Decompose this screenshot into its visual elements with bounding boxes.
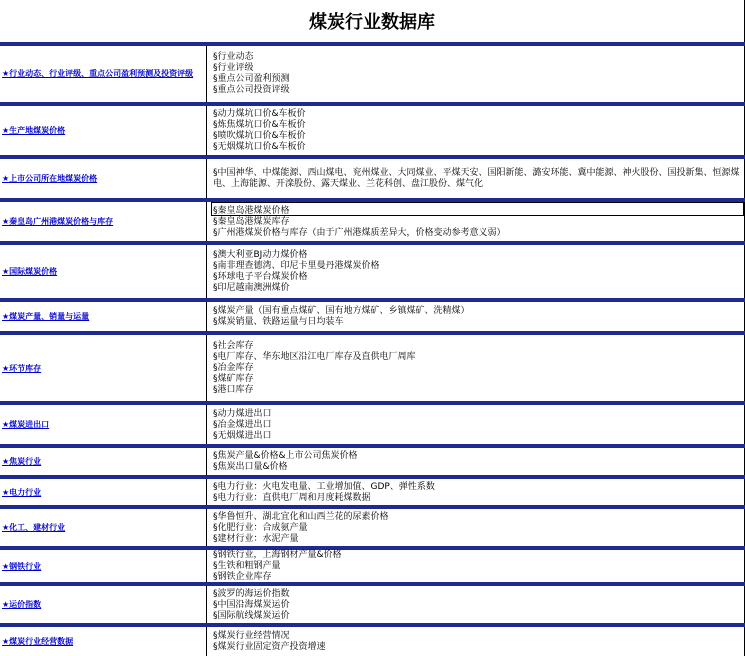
- item-list: [213, 550, 743, 583]
- item-list: [213, 202, 743, 242]
- list-item[interactable]: §港口库存: [213, 385, 254, 395]
- list-item[interactable]: §冶金煤进出口: [213, 419, 272, 430]
- list-item[interactable]: §行业评级: [213, 63, 254, 73]
- category-link[interactable]: ★电力行业: [2, 487, 42, 497]
- category-cell: [0, 202, 207, 242]
- list-item[interactable]: §煤炭行业经营情况: [213, 630, 290, 641]
- category-link[interactable]: ★生产地煤炭价格: [2, 126, 66, 135]
- category-link[interactable]: ★国际煤炭价格: [2, 267, 58, 276]
- list-item[interactable]: §钢铁行业，上海钢材产量&价格: [213, 550, 342, 560]
- list-item[interactable]: §动力煤坑口价&车板价: [213, 109, 306, 119]
- category-cell: [0, 245, 207, 299]
- category-link[interactable]: ★煤炭进出口: [2, 420, 50, 429]
- category-cell: [0, 448, 207, 476]
- item-list: [213, 302, 743, 332]
- list-item[interactable]: §重点公司投资评级: [213, 85, 290, 95]
- category-cell: [0, 302, 207, 332]
- list-item[interactable]: §煤炭行业固定资产投资增速: [213, 641, 326, 652]
- list-item[interactable]: §焦炭产量&价格&上市公司焦炭价格: [213, 451, 358, 461]
- item-list: [213, 245, 743, 299]
- category-row: [0, 405, 745, 445]
- category-row: [0, 106, 745, 156]
- page-title: 煤炭行业数据库: [0, 0, 745, 42]
- item-list: [213, 448, 743, 476]
- category-link[interactable]: ★焦炭行业: [2, 457, 42, 466]
- list-item[interactable]: §电力行业：火电发电量、工业增加值、GDP、弹性系数: [213, 481, 435, 492]
- list-item[interactable]: §无烟煤坑口价&车板价: [213, 142, 306, 152]
- list-item[interactable]: §无烟煤进出口: [213, 430, 272, 441]
- category-cell: [0, 405, 207, 445]
- item-list: [213, 405, 743, 445]
- category-row: [0, 550, 745, 583]
- category-cell: [0, 159, 207, 199]
- item-list: [213, 509, 743, 547]
- category-link[interactable]: ★秦皇岛广州港煤炭价格与库存: [2, 217, 114, 226]
- list-item[interactable]: §建材行业：水泥产量: [213, 533, 299, 544]
- category-row: [0, 479, 745, 506]
- category-row: [0, 509, 745, 547]
- list-item[interactable]: §行业动态: [213, 52, 254, 62]
- list-item[interactable]: §煤炭销量、铁路运量与日均装车: [213, 317, 344, 327]
- category-cell: [0, 46, 207, 102]
- category-cell: [0, 509, 207, 547]
- list-item[interactable]: §煤矿库存: [213, 374, 254, 384]
- category-cell: [0, 479, 207, 506]
- item-list: [213, 586, 743, 624]
- list-item[interactable]: §钢铁企业库存: [213, 572, 272, 582]
- list-item[interactable]: §重点公司盈利预测: [213, 74, 290, 84]
- list-item[interactable]: §广州港煤炭价格与库存（由于广州港煤质差异大，价格变动参考意义弱）: [213, 227, 506, 238]
- list-item[interactable]: §国际航线煤炭运价: [213, 610, 290, 621]
- list-item[interactable]: §电力行业：直供电厂周和月度耗煤数据: [213, 492, 371, 503]
- list-item[interactable]: §华鲁恒升、湖北宜化和山西兰花的尿素价格: [213, 511, 389, 522]
- list-item[interactable]: §电厂库存、华东地区沿江电厂库存及直供电厂周库: [213, 352, 416, 362]
- category-link[interactable]: ★运价指数: [2, 600, 42, 609]
- item-list: [213, 335, 743, 402]
- list-item[interactable]: §生铁和粗钢产量: [213, 561, 281, 571]
- category-row: [0, 159, 745, 199]
- list-item[interactable]: §南非理查德湾、印尼卡里曼丹港煤炭价格: [213, 261, 380, 271]
- item-list: [213, 479, 743, 506]
- category-link[interactable]: ★煤炭行业经营数据: [2, 636, 74, 646]
- list-item[interactable]: §焦炭出口量&价格: [213, 462, 288, 472]
- list-item[interactable]: §印尼越南澳洲煤价: [213, 283, 290, 293]
- category-cell: [0, 586, 207, 624]
- item-list: [213, 159, 743, 199]
- category-row: [0, 245, 745, 299]
- list-item[interactable]: §炼焦煤坑口价&车板价: [213, 120, 306, 130]
- category-link[interactable]: ★环节库存: [2, 363, 42, 373]
- category-row: [0, 202, 745, 242]
- list-item[interactable]: §秦皇岛港煤炭价格: [213, 205, 290, 216]
- list-item[interactable]: §化肥行业：合成氨产量: [213, 522, 308, 533]
- list-item[interactable]: §秦皇岛港煤炭库存: [213, 216, 290, 227]
- list-item[interactable]: §中国沿海煤炭运价: [213, 599, 290, 610]
- category-cell: [0, 335, 207, 402]
- item-list: [213, 106, 743, 156]
- category-cell: [0, 550, 207, 583]
- list-item[interactable]: §环球电子平台煤炭价格: [213, 272, 308, 282]
- category-link[interactable]: ★钢铁行业: [2, 561, 42, 571]
- list-item[interactable]: §喷吹煤坑口价&车板价: [213, 131, 306, 141]
- category-link[interactable]: ★化工、建材行业: [2, 523, 66, 532]
- list-item[interactable]: §动力煤进出口: [213, 408, 272, 419]
- category-row: [0, 302, 745, 332]
- category-row: [0, 335, 745, 402]
- item-list: [213, 46, 743, 102]
- list-item[interactable]: §中国神华、中煤能源、西山煤电、兖州煤业、大同煤业、平煤天安、国阳新能、潞安环能、冀中能源、神火股份、国投新集、恒源煤电、上海能源、开滦股份、露天煤业、兰花科创、盘江股份、煤气化: [213, 168, 740, 189]
- category-row: [0, 46, 745, 102]
- category-link[interactable]: ★行业动态、行业评级、重点公司盈利预测及投资评级: [2, 69, 194, 78]
- category-link[interactable]: ★上市公司所在地煤炭价格: [2, 174, 98, 183]
- category-row: [0, 448, 745, 476]
- list-item[interactable]: §冶金库存: [213, 363, 254, 373]
- list-item[interactable]: §波罗的海运价指数: [213, 588, 290, 599]
- list-item[interactable]: §煤炭产量（国有重点煤矿、国有地方煤矿、乡镇煤矿、洗精煤）: [213, 306, 470, 316]
- category-cell: [0, 106, 207, 156]
- list-item[interactable]: §澳大利亚BJ动力煤价格: [213, 250, 308, 260]
- category-row: [0, 586, 745, 624]
- list-item[interactable]: §社会库存: [213, 341, 254, 351]
- category-link[interactable]: ★煤炭产量、销量与运量: [2, 312, 90, 321]
